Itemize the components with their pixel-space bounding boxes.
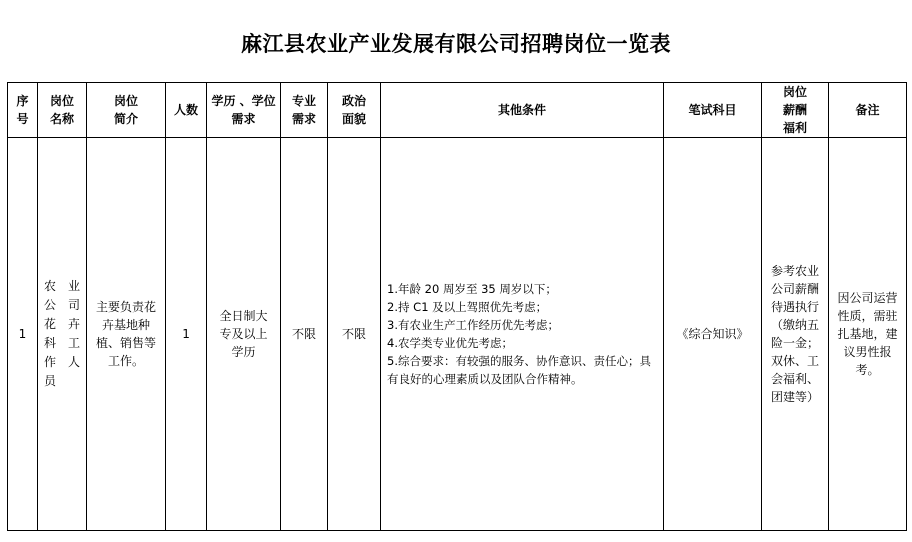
header-post-name: 岗位 名称 bbox=[38, 83, 87, 138]
list-item: 5.综合要求：有较强的服务、协作意识、责任心；具有良好的心理素质以及团队合作精神。 bbox=[387, 354, 652, 386]
cell-salary: 参考农业公司薪酬待遇执行（缴纳五险一金；双休、工会福利、团建等） bbox=[762, 138, 829, 531]
header-exam: 笔试科目 bbox=[664, 83, 762, 138]
header-seq: 序 号 bbox=[8, 83, 38, 138]
header-major: 专业 需求 bbox=[281, 83, 328, 138]
cell-remark: 因公司运营性质，需驻扎基地，建议男性报考。 bbox=[829, 138, 907, 531]
cell-seq: 1 bbox=[8, 138, 38, 531]
recruitment-table bbox=[7, 82, 907, 531]
page-title: 麻江县农业产业发展有限公司招聘岗位一览表 bbox=[241, 31, 671, 56]
cell-other-conditions bbox=[381, 138, 664, 531]
header-count: 人数 bbox=[166, 83, 207, 138]
header-salary: 岗位 薪酬 福利 bbox=[762, 83, 829, 138]
list-item: 1.年龄 20 周岁至 35 周岁以下； bbox=[387, 282, 557, 296]
cell-major: 不限 bbox=[281, 138, 328, 531]
list-item: 4.农学类专业优先考虑； bbox=[387, 336, 514, 350]
header-education: 学历 、学位 需求 bbox=[207, 83, 281, 138]
cell-count: 1 bbox=[166, 138, 207, 531]
conditions-list bbox=[381, 280, 663, 388]
cell-post-name: 农 公 花 科 作 员 业 司 卉 工 人 bbox=[38, 138, 87, 531]
cell-political: 不限 bbox=[328, 138, 381, 531]
header-other-conditions: 其他条件 bbox=[381, 83, 664, 138]
header-political: 政治 面貌 bbox=[328, 83, 381, 138]
header-post-intro: 岗位 简介 bbox=[87, 83, 166, 138]
list-item: 3.有农业生产工作经历优先考虑； bbox=[387, 318, 560, 332]
table-row bbox=[8, 138, 907, 531]
header-remark: 备注 bbox=[829, 83, 907, 138]
list-item: 2.持 C1 及以上驾照优先考虑； bbox=[387, 300, 548, 314]
header-row bbox=[8, 83, 907, 138]
cell-post-intro: 主要负责花卉基地种植、销售等工作。 bbox=[87, 138, 166, 531]
cell-exam: 《综合知识》 bbox=[664, 138, 762, 531]
cell-education: 全日制大专及以上学历 bbox=[207, 138, 281, 531]
